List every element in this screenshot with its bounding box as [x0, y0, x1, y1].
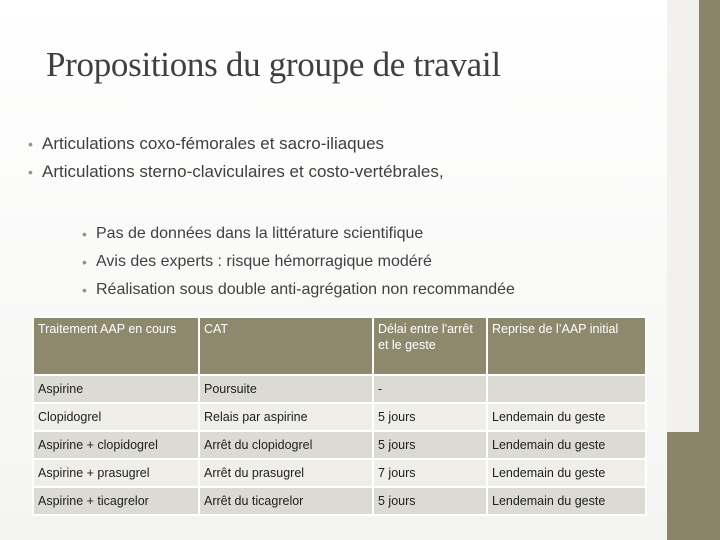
- table-cell: Aspirine + clopidogrel: [33, 431, 199, 459]
- sub-bullet-item: [82, 279, 646, 307]
- table-cell: Clopidogrel: [33, 403, 199, 431]
- sub-bullet-text: Réalisation sous double anti-agrégation non recommandée: [96, 281, 515, 298]
- table-cell: 7 jours: [373, 459, 487, 487]
- table-cell: Aspirine + ticagrelor: [33, 487, 199, 515]
- table-cell: Lendemain du geste: [487, 459, 646, 487]
- sub-bullet-item: [82, 223, 646, 251]
- treatment-table: [32, 316, 647, 516]
- table-cell: Relais par aspirine: [199, 403, 373, 431]
- bullet-text: Articulations sterno-claviculaires et costo-vertébrales,: [42, 162, 444, 181]
- header-cell: Reprise de l’AAP initial: [487, 317, 646, 375]
- table-cell: Arrêt du clopidogrel: [199, 431, 373, 459]
- sub-bullet-text: Pas de données dans la littérature scientifique: [96, 225, 424, 242]
- table-cell: Arrêt du prasugrel: [199, 459, 373, 487]
- bullet-text: Articulations coxo-fémorales et sacro-iliaques: [42, 134, 385, 153]
- bullet-dot-icon: •: [28, 164, 33, 180]
- table-cell: Arrêt du ticagrelor: [199, 487, 373, 515]
- table-cell: Aspirine + prasugrel: [33, 459, 199, 487]
- table-cell: Lendemain du geste: [487, 487, 646, 515]
- header-cell: Traitement AAP en cours: [33, 317, 199, 375]
- bullet-dot-icon: •: [82, 226, 87, 242]
- header-cell: CAT: [199, 317, 373, 375]
- header-cell: Délai entre l'arrêt et le geste: [373, 317, 487, 375]
- table-cell: 5 jours: [373, 431, 487, 459]
- bullet-dot-icon: •: [28, 136, 33, 152]
- table-header-row: [33, 317, 646, 375]
- table-cell: 5 jours: [373, 487, 487, 515]
- table-cell: Poursuite: [199, 375, 373, 403]
- table-row: [33, 487, 646, 515]
- table-row: [33, 459, 646, 487]
- sub-bullet-item: [82, 251, 646, 279]
- table-cell: Lendemain du geste: [487, 431, 646, 459]
- sidebar-highlight: [667, 0, 699, 432]
- bullet-item: [28, 161, 648, 189]
- slide-title: Propositions du groupe de travail: [46, 45, 501, 84]
- table-cell: Lendemain du geste: [487, 403, 646, 431]
- table-row: [33, 431, 646, 459]
- bullet-dot-icon: •: [82, 254, 87, 270]
- sub-bullet-list: [82, 223, 646, 307]
- bullet-dot-icon: •: [82, 282, 87, 298]
- table-cell: [487, 375, 646, 403]
- table-cell: 5 jours: [373, 403, 487, 431]
- table-row: [33, 403, 646, 431]
- bullet-item: [28, 133, 648, 161]
- table-cell: Aspirine: [33, 375, 199, 403]
- table-cell: -: [373, 375, 487, 403]
- sub-bullet-text: Avis des experts : risque hémorragique modéré: [96, 253, 432, 270]
- table-row: [33, 375, 646, 403]
- main-bullet-list: [28, 133, 648, 189]
